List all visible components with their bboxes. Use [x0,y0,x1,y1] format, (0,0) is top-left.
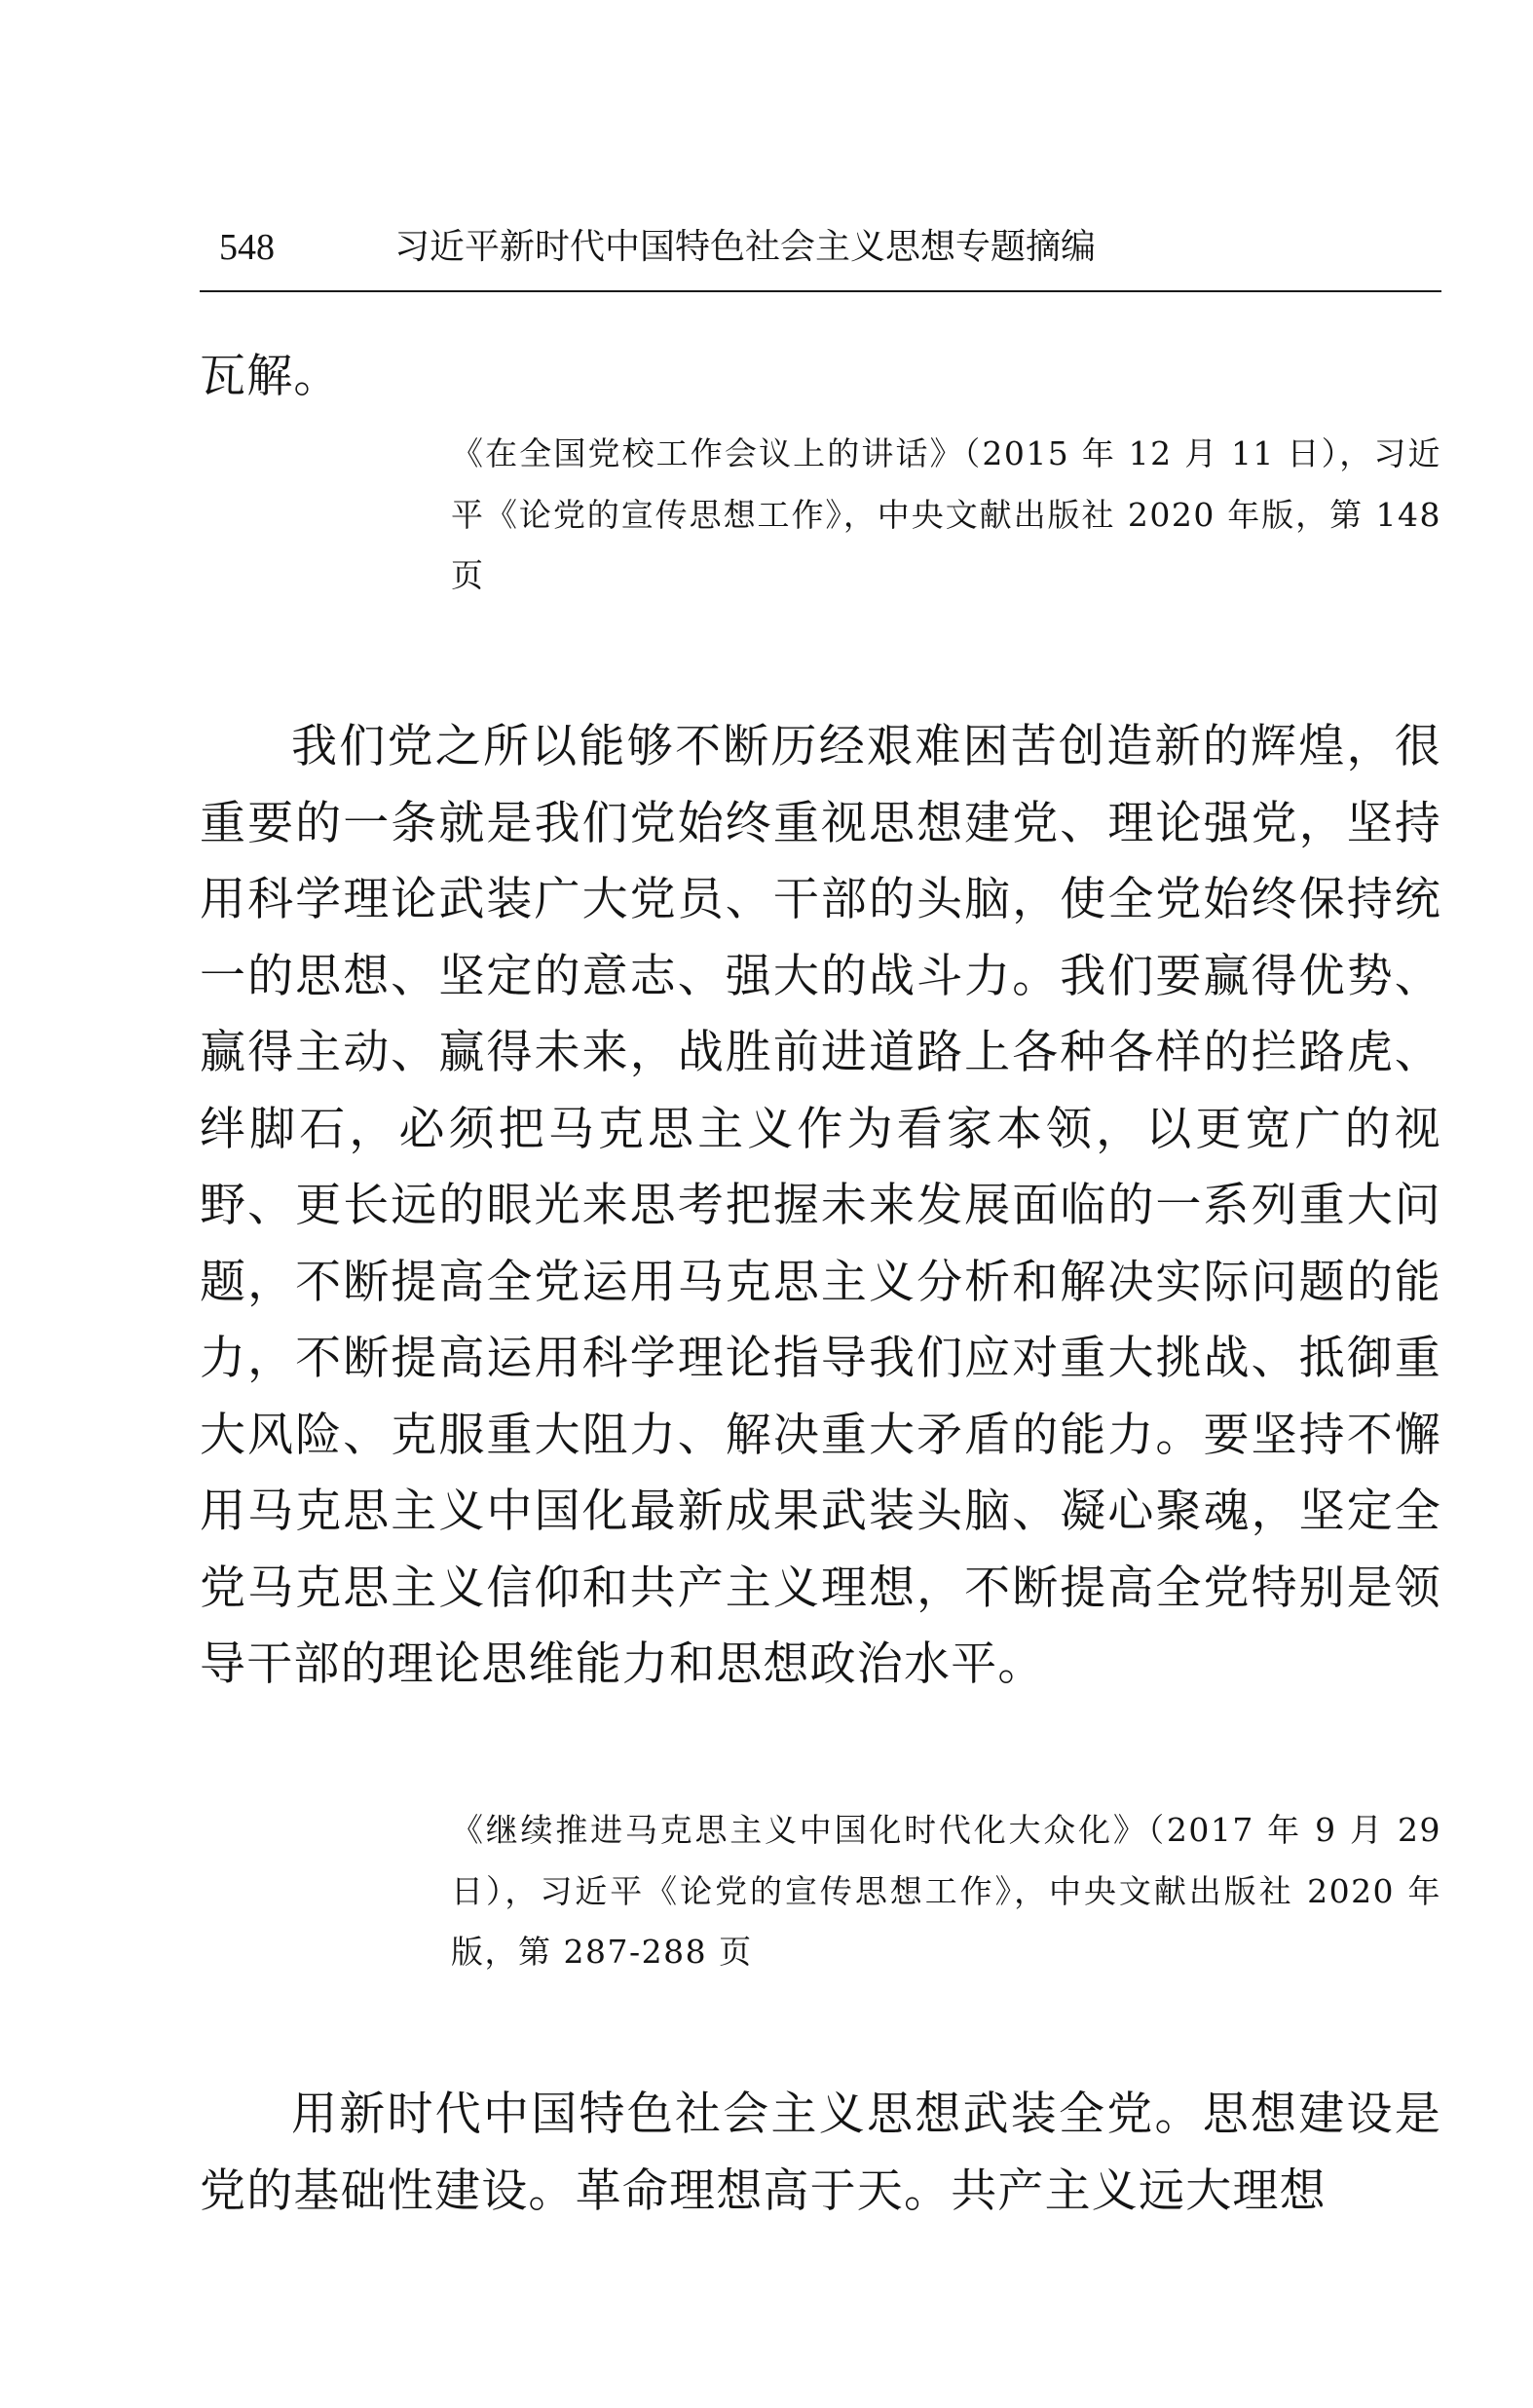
page-header [200,222,1441,282]
paragraph-2: 用新时代中国特色社会主义思想武装全党。思想建设是党的基础性建设。革命理想高于天。共产主义远大理想 [200,2088,1441,2218]
header-rule [200,290,1441,292]
continuation-text: 瓦解。 [200,350,341,403]
page-number: 548 [219,227,275,268]
citation-2: 《继续推进马克思主义中国化时代化大众化》（2017 年 9 月 29 日），习近平《论党的宣传思想工作》，中央文献出版社 2020 年版，第 287-288 页 [451,1811,1441,1971]
citation-1: 《在全国党校工作会议上的讲话》（2015 年 12 月 11 日），习近平《论党的宣传思想工作》，中央文献出版社 2020 年版，第 148 页 [451,434,1441,594]
paragraph-1: 我们党之所以能够不断历经艰难困苦创造新的辉煌，很重要的一条就是我们党始终重视思想建党、理论强党，坚持用科学理论武装广大党员、干部的头脑，使全党始终保持统一的思想、坚定的意志、强大的战斗力。我们要赢得优势、赢得主动、赢得未来，战胜前进道路上各种各样的拦路虎、绊脚石，必须把马克思主义作为看家本领，以更宽广的视野、更长远的眼光来思考把握未来发展面临的一系列重大问题，不断提高全党运用马克思主义分析和解决实际问题的能力，不断提高运用科学理论指导我们应对重大挑战、抵御重大风险、克服重大阻力、解决重大矛盾的能力。要坚持不懈用马克思主义中国化最新成果武装头脑、凝心聚魂，坚定全党马克思主义信仰和共产主义理想，不断提高全党特别是领导干部的理论思维能力和思想政治水平。 [200,720,1441,1691]
running-title: 习近平新时代中国特色社会主义思想专题摘编 [394,227,1097,267]
